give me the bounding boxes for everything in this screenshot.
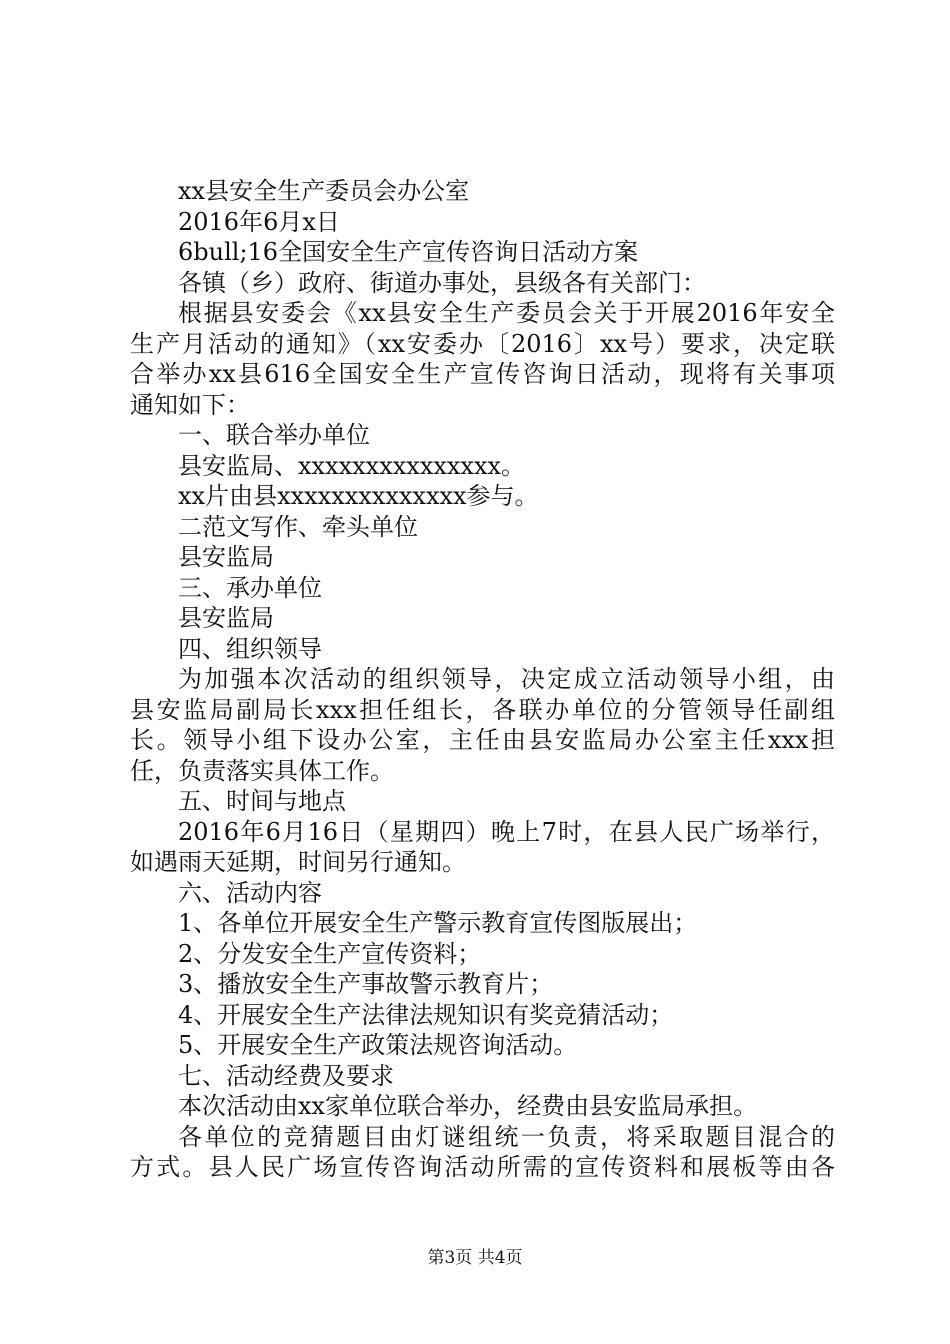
list-item: 1、各单位开展安全生产警示教育宣传图版展出； — [178, 909, 698, 937]
text-line-office: xx县安全生产委员会办公室 — [178, 177, 470, 205]
text-line-body: 2016年6月16日（星期四）晚上7时，在县人民广场举行， — [178, 817, 835, 846]
section-heading: 五、时间与地点 — [178, 787, 346, 815]
list-item: 4、开展安全生产法律法规知识有奖竞猜活动； — [178, 1000, 674, 1029]
section-heading: 七、活动经费及要求 — [178, 1061, 394, 1090]
section-heading: 三、承办单位 — [178, 573, 322, 602]
text-line-body: 长。领导小组下设办公室，主任由县安监局办公室主任xxx担 — [130, 726, 835, 754]
section-heading: 四、组织领导 — [178, 634, 322, 663]
text-line-body: 县安监局、xxxxxxxxxxxxxxx。 — [178, 451, 526, 480]
text-line-body: 县安监局 — [178, 604, 274, 632]
text-line-body: 生产月活动的通知》（xx安委办〔2016〕xx号）要求，决定联 — [130, 329, 835, 358]
text-line-recipients: 各镇（乡）政府、街道办事处，县级各有关部门： — [178, 268, 706, 297]
text-line-body: 为加强本次活动的组织领导，决定成立活动领导小组，由 — [178, 665, 835, 693]
list-item: 2、分发安全生产宣传资料； — [178, 939, 482, 968]
section-heading: 六、活动内容 — [178, 878, 322, 907]
text-line-body: 通知如下： — [130, 390, 250, 419]
section-heading: 二范文写作、牵头单位 — [178, 512, 418, 541]
list-item: 5、开展安全生产政策法规咨询活动。 — [178, 1031, 578, 1059]
section-heading: 一、联合举办单位 — [178, 421, 370, 449]
text-line-body: 根据县安委会《xx县安全生产委员会关于开展2016年安全 — [178, 299, 835, 327]
page-number-footer: 第3页 共4页 — [427, 1248, 523, 1268]
text-line-body: 县安监局副局长xxx担任组长，各联办单位的分管领导任副组 — [130, 695, 835, 724]
text-line-body: 合举办xx县616全国安全生产宣传咨询日活动，现将有关事项 — [130, 360, 835, 388]
list-item: 3、播放安全生产事故警示教育片； — [178, 970, 554, 998]
document-body — [130, 176, 835, 1183]
text-line-body: xx片由县xxxxxxxxxxxxxx参与。 — [178, 482, 539, 510]
text-line-date: 2016年6月x日 — [178, 207, 340, 236]
text-line-body: 本次活动由xx家单位联合举办，经费由县安监局承担。 — [178, 1092, 758, 1120]
text-line-body: 各单位的竞猜题目由灯谜组统一负责，将采取题目混合的 — [178, 1122, 835, 1151]
text-line-body: 方式。县人民广场宣传咨询活动所需的宣传资料和展板等由各 — [130, 1153, 835, 1181]
text-line-title: 6bull;16全国安全生产宣传咨询日活动方案 — [178, 238, 639, 266]
text-line-body: 如遇雨天延期，时间另行通知。 — [130, 848, 466, 876]
text-line-body: 县安监局 — [178, 543, 274, 571]
text-line-body: 任，负责落实具体工作。 — [130, 756, 394, 785]
